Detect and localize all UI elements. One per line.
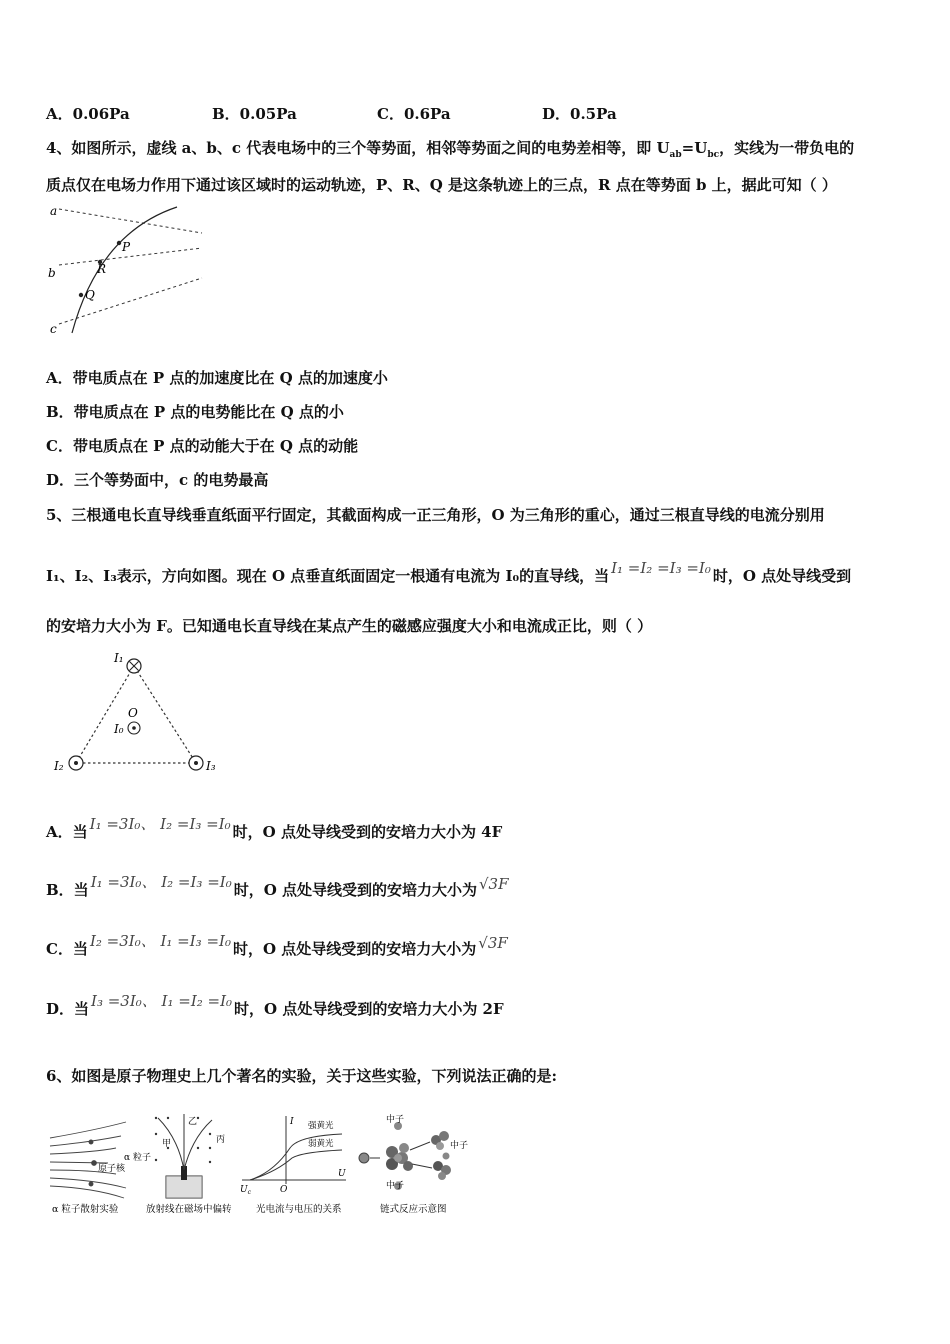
q4-stem-line1: 4、如图所示，虚线 a、b、c 代表电场中的三个等势面，相邻等势面之间的电势差相等，即 $U_{ab}=U_{bc}$，实线为一带负电的	[46, 139, 855, 160]
bing-label: 丙	[216, 1135, 226, 1145]
radiation-deflection-diagram	[155, 1114, 212, 1198]
nucleus-label: 原子核	[98, 1164, 126, 1174]
q4-option-a: A．带电质点在 P 点的加速度比在 Q 点的加速度小	[46, 369, 388, 387]
q4-option-c: C．带电质点在 P 点的动能大于在 Q 点的动能	[46, 437, 359, 455]
label-b: b	[48, 266, 56, 280]
q4-option-b: B．带电质点在 P 点的电势能比在 Q 点的小	[46, 403, 344, 421]
q5-option-d: D．当 I₃ =3I₀、 I₁ =I₂ =I₀ 时，O 点处导线受到的安培力大小为 2F	[46, 992, 504, 1018]
q4-equipotential-figure	[44, 203, 209, 338]
q3-option-a: A．0.06Pa	[46, 105, 130, 123]
q5-option-b: B．当 I₁ =3I₀、 I₂ =I₃ =I₀ 时，O 点处导线受到的安培力大小为 √3F	[46, 873, 509, 899]
neutron-bottom-label: 中子	[386, 1181, 405, 1191]
q5-stem-line3: 的安培力大小为 F。已知通电长直导线在某点产生的磁感应强度大小和电流成正比，则（ ）	[46, 617, 653, 635]
origin-label: O	[280, 1185, 288, 1195]
axis-i-label: I	[290, 1117, 294, 1127]
chain-reaction-diagram	[359, 1122, 451, 1190]
label-q: Q	[85, 288, 95, 302]
q5-triangle-figure	[50, 648, 225, 778]
label-a: a	[50, 204, 58, 218]
q3-option-c: C．0.6Pa	[377, 105, 451, 123]
q6-stem-line1: 6、如图是原子物理史上几个著名的实验，关于这些实验，下列说法正确的是:	[46, 1067, 557, 1085]
alpha-scattering-diagram	[50, 1122, 126, 1198]
neutron-right-label: 中子	[450, 1141, 469, 1151]
caption-photoelectric: 光电流与电压的关系	[256, 1204, 342, 1215]
label-i0: I₀	[114, 722, 124, 736]
label-r: R	[97, 262, 107, 276]
q5-option-a: A．当 I₁ =3I₀、 I₂ =I₃ =I₀ 时，O 点处导线受到的安培力大小为 4F	[46, 815, 503, 841]
q5-stem-line1: 5、三根通电长直导线垂直纸面平行固定，其截面构成一正三角形，O 为三角形的重心，通过三根直导线的电流分别用	[46, 506, 825, 524]
label-i1: I₁	[114, 651, 124, 665]
q6-experiments-figure	[46, 1108, 476, 1220]
uc-label: $U_c$	[240, 1185, 251, 1196]
q5-option-c: C．当 I₂ =3I₀、 I₁ =I₃ =I₀ 时，O 点处导线受到的安培力大小为 √3F	[46, 932, 508, 958]
axis-u-label: U	[338, 1169, 346, 1179]
caption-chain-reaction: 链式反应示意图	[380, 1204, 447, 1215]
label-p: P	[122, 240, 131, 254]
yi-label: 乙	[188, 1117, 198, 1127]
label-c: c	[50, 322, 57, 336]
label-i3: I₃	[206, 759, 216, 773]
label-o: O	[128, 706, 138, 720]
label-i2: I₂	[54, 759, 64, 773]
q4-stem-line2: 质点仅在电场力作用下通过该区域时的运动轨迹，P、R、Q 是这条轨迹上的三点，R 点在等势面 b 上，据此可知（ ）	[46, 176, 837, 194]
caption-radiation: 放射线在磁场中偏转	[146, 1204, 232, 1215]
q4-option-d: D．三个等势面中，c 的电势最高	[46, 471, 269, 489]
q3-option-d: D．0.5Pa	[542, 105, 617, 123]
caption-alpha: α 粒子散射实验	[52, 1204, 119, 1215]
q5-stem-math: I₁ =I₂ =I₃ =I₀	[611, 559, 711, 577]
neutron-top-label: 中子	[386, 1115, 405, 1125]
q5-stem-line2: I₁、I₂、I₃表示，方向如图。现在 O 点垂直纸面固定一根通有电流为 I₀的直导线，当 I₁ =I₂ =I₃ =I₀ 时，O 点处导线受到	[46, 559, 852, 585]
alpha-particle-label: α 粒子	[124, 1153, 151, 1163]
q3-option-b: B．0.05Pa	[212, 105, 297, 123]
strong-yellow-label: 强黄光	[308, 1121, 334, 1131]
weak-yellow-label: 弱黄光	[308, 1139, 334, 1149]
jia-label: 甲	[162, 1139, 172, 1149]
